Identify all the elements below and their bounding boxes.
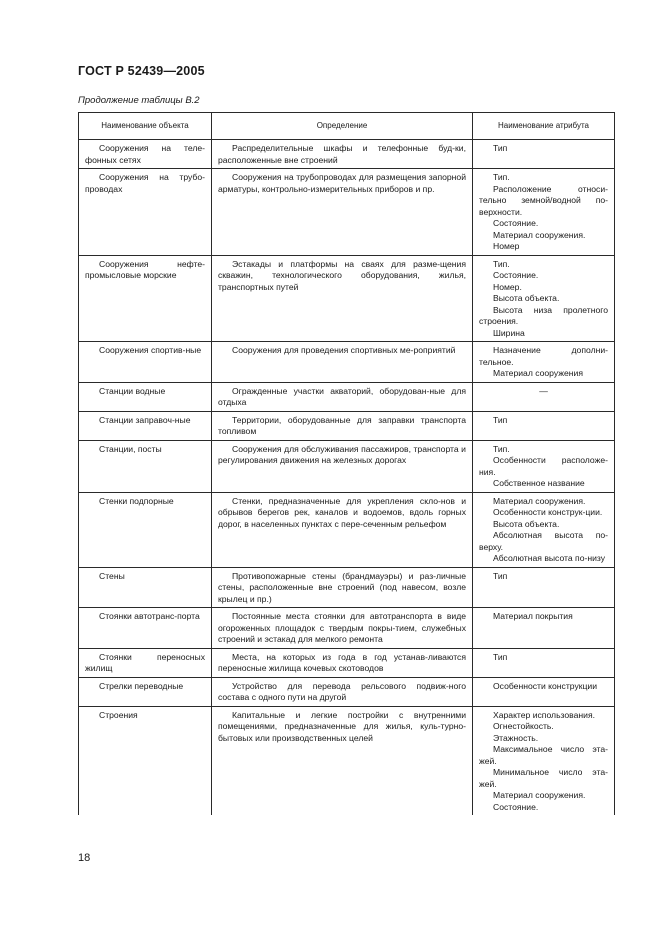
- object-name: Стены: [99, 570, 125, 581]
- table-caption: Продолжение таблицы В.2: [78, 95, 200, 106]
- attribute-item: Максимальное число эта-жей.: [479, 744, 608, 766]
- attribute-cell: [473, 140, 615, 169]
- attribute-item: Ширина: [493, 327, 525, 338]
- definition-text: Сооружения на трубопроводах для размещения запорной арматуры, контрольно-измерительных приборов и пр.: [218, 172, 466, 194]
- attribute-cell: [473, 169, 615, 256]
- attribute-item: Тип: [493, 414, 508, 425]
- table-row: [79, 567, 615, 608]
- attribute-item: Этажность.: [493, 732, 539, 743]
- attribute-item: Материал покрытия: [493, 611, 573, 621]
- definition-text: Устройство для перевода рельсового подвиж-ного состава с одного пути на другой: [218, 680, 466, 702]
- table-row: [79, 706, 615, 815]
- attributes-table: [78, 112, 615, 815]
- attribute-cell: [473, 608, 615, 649]
- object-name: Стрелки переводные: [99, 680, 184, 691]
- attribute-item: Материал сооружения.: [493, 495, 586, 506]
- attribute-cell: [473, 255, 615, 342]
- object-name: Сооружения на трубо-проводах: [85, 172, 205, 194]
- definition-cell: [212, 255, 473, 342]
- table-row: [79, 677, 615, 706]
- definition-cell: [212, 440, 473, 492]
- attribute-item: Номер: [493, 241, 520, 251]
- attribute-item: —: [539, 385, 548, 396]
- definition-text: Стенки, предназначенные для укрепления скло-нов и обрывов берегов рек, каналов и водоемов, вдоль горных дорог, в населенных пунктах с пере-сеченным рельефом: [218, 495, 466, 529]
- attribute-item: Высота объекта.: [493, 518, 560, 529]
- object-name: Стоянки переносных жилищ: [85, 651, 205, 673]
- attribute-item: Состояние.: [493, 218, 539, 228]
- definition-text: Распределительные шкафы и телефонные буд-ки, расположенные вне строений: [218, 143, 466, 165]
- object-name-cell: [79, 255, 212, 342]
- table-row: [79, 608, 615, 649]
- attribute-item: Собственное название: [493, 478, 585, 488]
- attribute-item: Тип: [493, 143, 508, 153]
- attribute-item: Материал сооружения: [493, 368, 583, 378]
- object-name-cell: [79, 677, 212, 706]
- attribute-item: Тип.: [493, 258, 510, 269]
- definition-text: Огражденные участки акваторий, оборудован-ные для отдыха: [218, 385, 466, 407]
- attribute-item: Тип: [493, 651, 508, 662]
- attribute-cell: [473, 342, 615, 383]
- table-row: [79, 255, 615, 342]
- attribute-item: Особенности расположе-ния.: [479, 455, 608, 477]
- table-row: [79, 169, 615, 256]
- attribute-item: Тип.: [493, 172, 510, 182]
- attribute-item: Материал сооружения.: [493, 229, 586, 240]
- object-name: Стоянки автотранс-порта: [99, 611, 200, 621]
- object-name: Станции, посты: [99, 443, 162, 454]
- attribute-item: Тип: [493, 570, 508, 581]
- definition-cell: [212, 411, 473, 440]
- attribute-item: Высота объекта.: [493, 293, 560, 303]
- definition-cell: [212, 648, 473, 677]
- object-name-cell: [79, 411, 212, 440]
- object-name-cell: [79, 608, 212, 649]
- table-row: [79, 382, 615, 411]
- definition-text: Территории, оборудованные для заправки транспорта топливом: [218, 414, 466, 436]
- attribute-item: Особенности конструкции: [493, 680, 598, 691]
- object-name-cell: [79, 440, 212, 492]
- attribute-item: Абсолютная высота по-низу: [493, 553, 606, 563]
- definition-cell: [212, 382, 473, 411]
- definition-text: Эстакады и платформы на сваях для разме-щения скважин, технологического оборудования, жилья, транспортных путей: [218, 258, 466, 292]
- definition-text: Сооружения для обслуживания пассажиров, транспорта и регулирования движения на железных дорогах: [218, 443, 466, 465]
- column-header-attribute-name: Наименование атрибута: [473, 113, 615, 140]
- table-row: [79, 342, 615, 383]
- object-name: Станции заправоч-ные: [99, 414, 191, 425]
- object-name-cell: [79, 342, 212, 383]
- object-name-cell: [79, 706, 212, 815]
- definition-cell: [212, 492, 473, 567]
- object-name-cell: [79, 169, 212, 256]
- definition-cell: [212, 608, 473, 649]
- object-name: Сооружения на теле-фонных сетях: [85, 143, 205, 165]
- attribute-item: Номер.: [493, 281, 522, 292]
- attribute-item: Состояние.: [493, 801, 539, 812]
- definition-cell: [212, 706, 473, 815]
- object-name-cell: [79, 567, 212, 608]
- attribute-item: Высота низа пролетного строения.: [479, 304, 608, 326]
- attribute-cell: [473, 440, 615, 492]
- attribute-cell: [473, 382, 615, 411]
- table-row: [79, 411, 615, 440]
- definition-text: Места, на которых из года в год устанав-ливаются переносные жилища кочевых скотоводов: [218, 651, 466, 673]
- attribute-cell: [473, 492, 615, 567]
- definition-cell: [212, 342, 473, 383]
- attribute-item: Назначение дополни-тельное.: [479, 345, 608, 367]
- table-row: [79, 140, 615, 169]
- attribute-cell: [473, 411, 615, 440]
- table-row: [79, 648, 615, 677]
- attribute-item: Материал сооружения.: [493, 790, 586, 800]
- definition-cell: [212, 567, 473, 608]
- page-number: 18: [78, 852, 91, 864]
- definition-cell: [212, 140, 473, 169]
- object-name: Сооружения спортив-ные: [99, 345, 202, 355]
- object-name: Строения: [99, 709, 138, 720]
- attribute-item: Состояние.: [493, 270, 539, 280]
- table-header-row: [79, 113, 615, 140]
- attribute-item: Особенности конструк-ции.: [493, 507, 603, 517]
- document-title: ГОСТ Р 52439—2005: [78, 64, 205, 78]
- object-name: Сооружения нефте-промысловые морские: [85, 258, 205, 280]
- definition-text: Постоянные места стоянки для автотранспорта в виде огороженных площадок с твердым покры-тием, служебных строений и эстакад для мелкого ремонта: [218, 611, 466, 644]
- definition-text: Капитальные и легкие постройки с внутренними помещениями, предназначенные для жилья, куль-турно-бытовых или производственных целей: [218, 709, 466, 743]
- object-name-cell: [79, 648, 212, 677]
- attribute-item: Тип.: [493, 443, 510, 454]
- column-header-definition: Определение: [212, 113, 473, 140]
- definition-text: Сооружения для проведения спортивных ме-роприятий: [232, 345, 456, 355]
- attribute-cell: [473, 567, 615, 608]
- definition-text: Противопожарные стены (брандмауэры) и раз-личные стены, расположенные вне строений (под навесом, возле крылец и пр.): [218, 570, 466, 604]
- object-name: Стенки подпорные: [99, 495, 174, 506]
- definition-cell: [212, 169, 473, 256]
- attribute-item: Огнестойкость.: [493, 721, 554, 731]
- attribute-cell: [473, 648, 615, 677]
- attribute-cell: [473, 677, 615, 706]
- attribute-item: Абсолютная высота по-верху.: [479, 530, 608, 552]
- attribute-item: Минимальное число эта-жей.: [479, 767, 608, 789]
- attribute-cell: [473, 706, 615, 815]
- attribute-item: Характер использования.: [493, 709, 596, 720]
- object-name-cell: [79, 382, 212, 411]
- attribute-item: Расположение относи-тельно земной/водной по-верхности.: [479, 183, 608, 217]
- definition-cell: [212, 677, 473, 706]
- column-header-object-name: Наименование объекта: [79, 113, 212, 140]
- object-name: Станции водные: [99, 385, 166, 396]
- table-row: [79, 440, 615, 492]
- table-row: [79, 492, 615, 567]
- object-name-cell: [79, 492, 212, 567]
- object-name-cell: [79, 140, 212, 169]
